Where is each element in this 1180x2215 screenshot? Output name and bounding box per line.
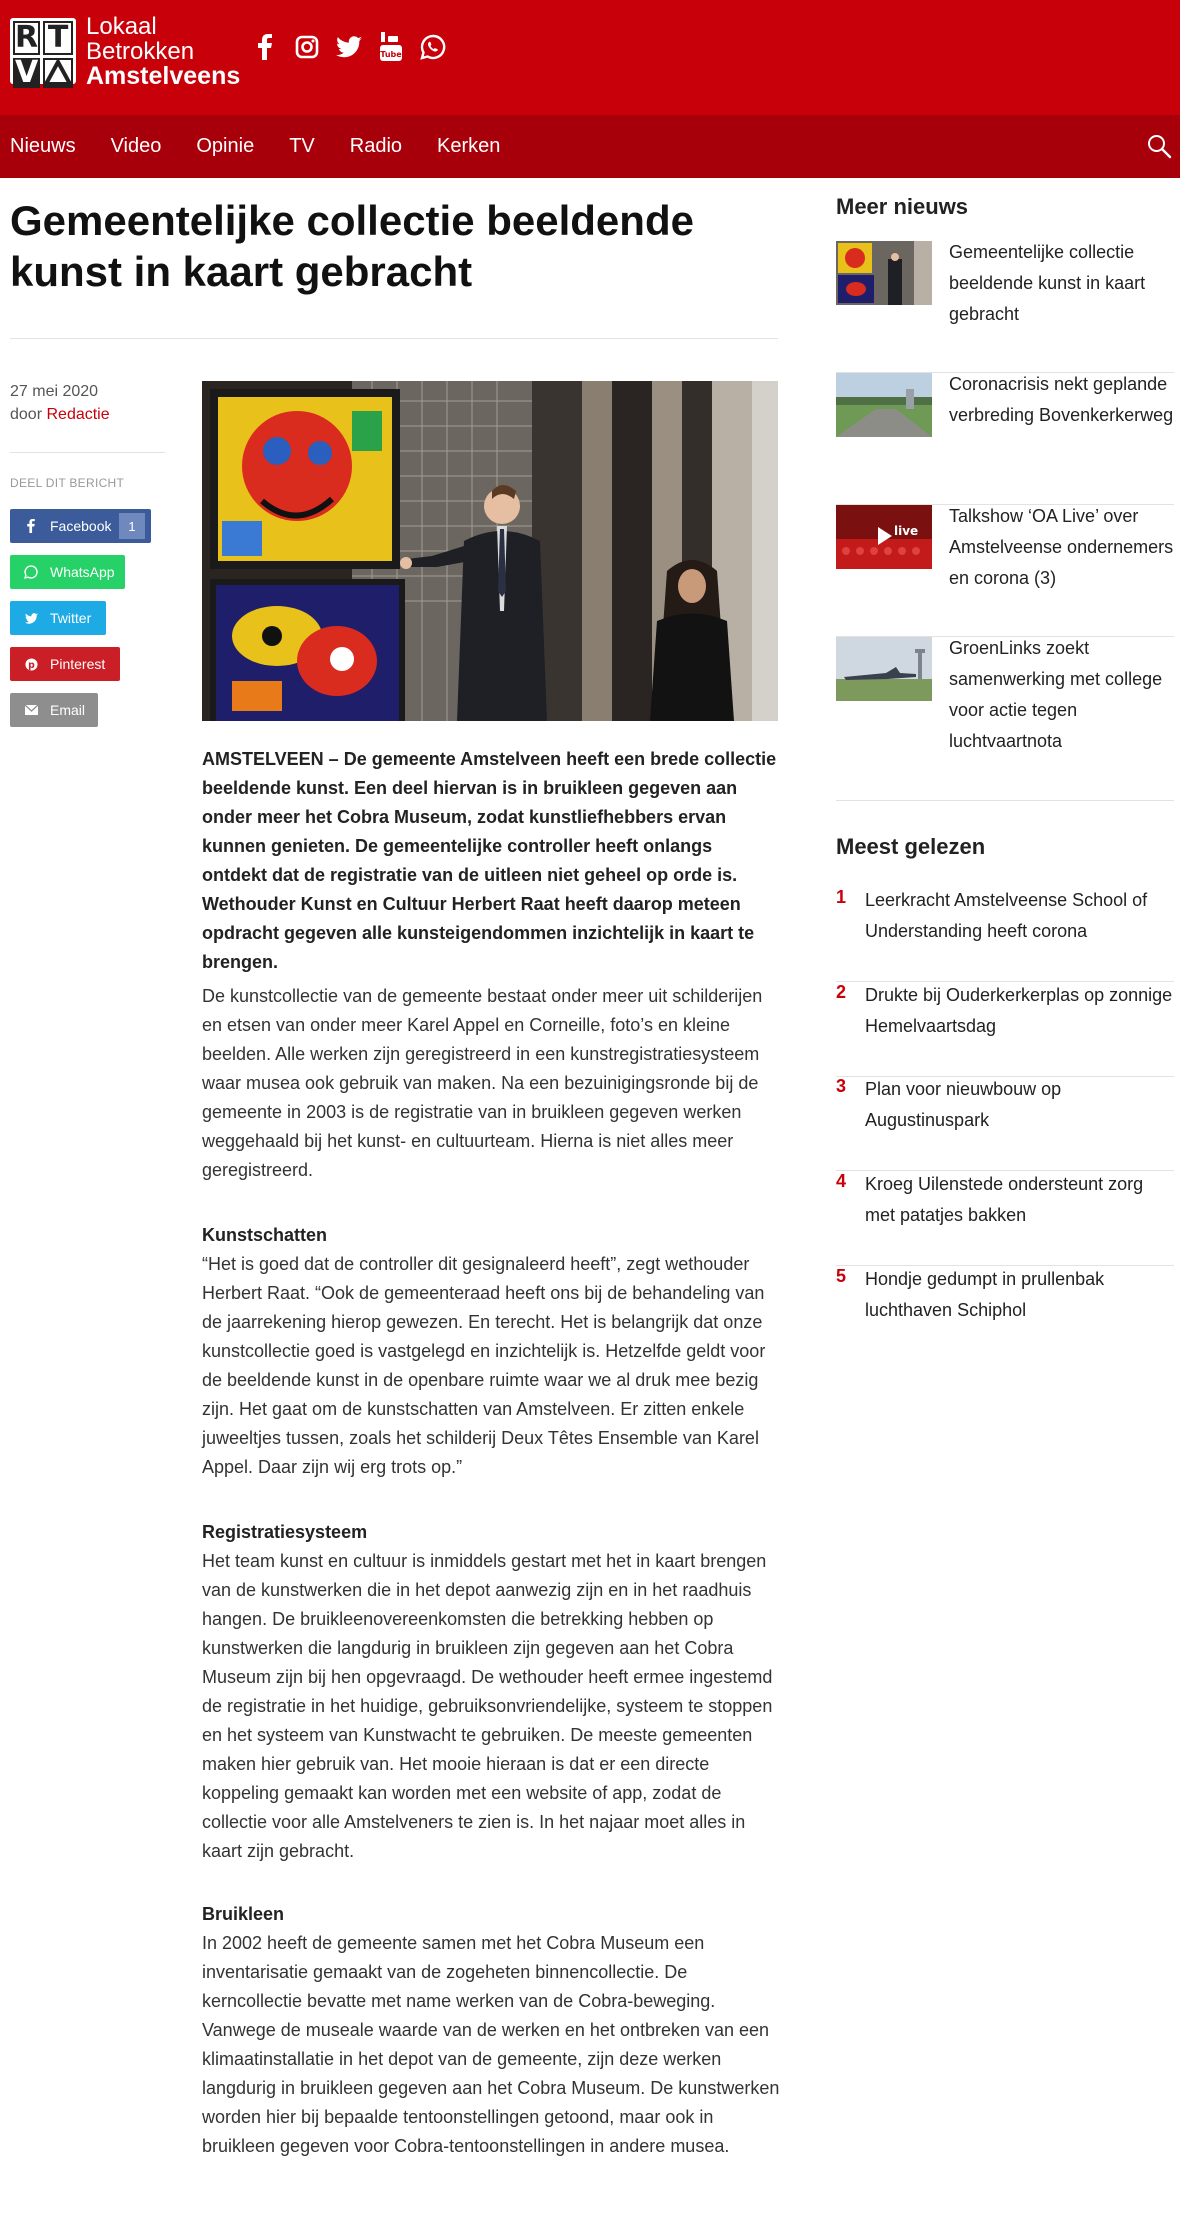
divider — [836, 800, 1174, 801]
tagline-line-3: Amstelveens — [86, 61, 241, 90]
live-badge: live — [894, 524, 919, 538]
pinterest-icon — [24, 657, 38, 671]
logo-letter-v: V — [14, 55, 39, 90]
facebook-share-count: 1 — [119, 513, 145, 539]
instagram-icon[interactable] — [294, 32, 320, 62]
svg-text:Tube: Tube — [380, 50, 402, 59]
more-news-item[interactable] — [836, 637, 1174, 769]
article-section-kunstschatten — [202, 1221, 780, 1482]
facebook-share-button[interactable] — [10, 509, 151, 543]
byline-prefix: door — [10, 406, 43, 423]
share-label: DEEL DIT BERICHT — [10, 476, 125, 490]
most-read-title-link[interactable]: Leerkracht Amstelveense School of Understanding heeft corona — [865, 890, 1148, 941]
logo-letter-r: R — [15, 20, 39, 55]
logo-letter-a — [43, 58, 73, 88]
most-read-item[interactable] — [836, 1076, 1174, 1171]
more-news-item[interactable] — [836, 241, 1174, 373]
meta-divider — [10, 452, 165, 453]
news-title[interactable]: Talkshow ‘OA Live’ over Amstelveense ondernemers en corona (3) — [949, 506, 1174, 588]
most-read-item[interactable] — [836, 982, 1174, 1077]
more-news-item[interactable] — [836, 505, 1174, 637]
article-byline — [10, 406, 110, 424]
news-title[interactable]: Gemeentelijke collectie beeldende kunst in kaart gebracht — [949, 242, 1146, 324]
facebook-icon — [24, 519, 38, 533]
author-link[interactable]: Redactie — [46, 406, 110, 423]
article-paragraph: De kunstcollectie van de gemeente bestaat onder meer uit schilderijen en etsen van onder meer Karel Appel en Corneille, foto’s en kleine beelden. Alle werken zijn geregistreerd in een kunstregistratiesysteem waar musea ook gebruik van maken. Na een bezuinigingsronde bij de gemeente in 2003 is de registratie van in bruikleen gegeven werken weggehaald bij het kunst- en cultuurteam. Hierna is niet alles meer geregistreerd. — [202, 986, 763, 1180]
title-divider — [10, 338, 778, 339]
section-heading: Kunstschatten — [202, 1225, 328, 1245]
social-links — [252, 32, 446, 62]
news-thumbnail[interactable] — [836, 241, 932, 305]
nav-item-tv[interactable]: TV — [289, 135, 315, 157]
facebook-share-label: Facebook — [50, 518, 112, 534]
rank-number: 5 — [836, 1266, 847, 1286]
most-read-item[interactable] — [836, 1171, 1174, 1266]
main-nav — [0, 115, 1180, 178]
tagline-line-1: Lokaal — [86, 12, 157, 40]
whatsapp-share-label: WhatsApp — [50, 564, 115, 580]
section-heading: Registratiesysteem — [202, 1522, 368, 1542]
logo-letter-t: T — [43, 21, 73, 55]
article-lead: AMSTELVEEN – De gemeente Amstelveen heeft een brede collectie beeldende kunst. Een deel hiervan is in bruikleen gegeven aan onder meer het Cobra Museum, zodat kunstliefhebbers ervan kunnen genieten. De gemeentelijke controller heeft onlangs ontdekt dat de registratie van de uitleen niet geheel op orde is. Wethouder Kunst en Cultuur Herbert Raat heeft daarop meteen opdracht gegeven alle kunsteigendommen inzichtelijk in kaart te brengen. — [202, 749, 777, 972]
most-read-title-link[interactable]: Drukte bij Ouderkerkerplas op zonnige Hemelvaartsdag — [865, 985, 1173, 1036]
svg-text:p: p — [27, 659, 35, 671]
email-share-label: Email — [50, 702, 86, 718]
pinterest-share-label: Pinterest — [50, 656, 106, 672]
logo-mark — [10, 18, 76, 90]
site-logo[interactable] — [10, 12, 241, 90]
article-image — [202, 381, 778, 721]
twitter-share-button[interactable] — [10, 601, 106, 635]
article-section-bruikleen — [202, 1900, 780, 2161]
article-section-registratiesysteem — [202, 1518, 780, 1866]
most-read-title: Meest gelezen — [836, 834, 986, 859]
youtube-icon[interactable] — [378, 32, 404, 62]
tagline-line-2: Betrokken — [86, 37, 195, 65]
envelope-icon — [24, 703, 38, 717]
most-read-title-link[interactable]: Kroeg Uilenstede ondersteunt zorg met patatjes bakken — [865, 1174, 1144, 1225]
rank-number: 2 — [836, 982, 847, 1002]
rank-number: 1 — [836, 887, 847, 907]
twitter-icon — [24, 611, 38, 625]
whatsapp-icon[interactable] — [420, 32, 446, 62]
most-read-item[interactable] — [836, 887, 1174, 982]
nav-item-video[interactable]: Video — [110, 135, 162, 157]
news-thumbnail[interactable] — [836, 373, 932, 437]
search-icon[interactable] — [1146, 133, 1172, 159]
more-news-title: Meer nieuws — [836, 194, 969, 219]
nav-item-kerken[interactable]: Kerken — [437, 135, 501, 157]
logo-tagline — [86, 14, 240, 89]
pinterest-share-button[interactable] — [10, 647, 120, 681]
nav-items — [10, 115, 535, 178]
rank-number: 3 — [836, 1076, 847, 1096]
section-text: Het team kunst en cultuur is inmiddels gestart met het in kaart brengen van de kunstwerken die in het depot aanwezig zijn en in het raadhuis hangen. De bruikleenovereenkomsten die betrekking hebben op kunstwerken die langdurig in bruikleen zijn gegeven aan het Cobra Museum zijn bij hen opgevraagd. De wethouder heeft ermee ingestemd de registratie in het huidige, gebruiksonvriendelijke, systeem te stoppen en het systeem van Kunstwacht te gebruiken. De meeste gemeenten maken hier gebruik van. Het mooie hieraan is dat er een directe koppeling gemaakt kan worden met een website of app, zodat de collectie voor alle Amstelveners te zien is. In het najaar moet alles in kaart zijn gebracht. — [202, 1551, 773, 1861]
article-title: Gemeentelijke collectie beeldende kunst in kaart gebracht — [10, 197, 694, 295]
email-share-button[interactable] — [10, 693, 98, 727]
rank-number: 4 — [836, 1171, 847, 1191]
section-text: In 2002 heeft de gemeente samen met het Cobra Museum een inventarisatie gemaakt van de zogeheten binnencollectie. De kerncollectie bevatte met name werken van de Cobra-beweging. Vanwege de museale waarde van de werken en het ontbreken van een klimaatinstallatie in het depot van de gemeente, zijn deze werken langdurig in bruikleen gegeven aan het Cobra Museum. De kunstwerken worden hier bij bepaalde tentoonstellingen getoond, maar ook in bruikleen gegeven voor Cobra-tentoonstellingen in andere musea. — [202, 1933, 780, 2156]
whatsapp-icon — [24, 565, 38, 579]
site-header — [0, 0, 1180, 115]
news-title[interactable]: Coronacrisis nekt geplande verbreding Bovenkerkerweg — [949, 374, 1174, 425]
section-heading: Bruikleen — [202, 1904, 285, 1924]
most-read-title-link[interactable]: Plan voor nieuwbouw op Augustinuspark — [865, 1079, 1062, 1130]
news-thumbnail[interactable] — [836, 637, 932, 701]
most-read-item[interactable] — [836, 1266, 1174, 1361]
news-thumbnail[interactable] — [836, 505, 932, 569]
nav-item-nieuws[interactable]: Nieuws — [10, 135, 76, 157]
more-news-item[interactable] — [836, 373, 1174, 505]
most-read-title-link[interactable]: Hondje gedumpt in prullenbak luchthaven Schiphol — [865, 1269, 1105, 1320]
facebook-icon[interactable] — [252, 32, 278, 62]
nav-item-opinie[interactable]: Opinie — [196, 135, 255, 157]
twitter-share-label: Twitter — [50, 610, 92, 626]
twitter-icon[interactable] — [336, 32, 362, 62]
nav-item-radio[interactable]: Radio — [349, 135, 403, 157]
whatsapp-share-button[interactable] — [10, 555, 125, 589]
news-title[interactable]: GroenLinks zoekt samenwerking met college voor actie tegen luchtvaartnota — [949, 638, 1163, 751]
section-text: “Het is goed dat de controller dit gesignaleerd heeft”, zegt wethouder Herbert Raat. “Ook de gemeenteraad heeft ons bij de behandeling van de jaarrekening hierop gewezen. En terecht. Het is belangrijk dat onze kunstcollectie goed is vastgelegd en inzichtelijk is. Hetzelfde geldt voor de beeldende kunst in de openbare ruimte waar we al druk mee bezig zijn. Het gaat om de kunstschatten van Amstelveen. Er zitten enkele juweeltjes tussen, zoals het schilderij Deux Têtes Ensemble van Karel Appel. Daar zijn wij erg trots op.” — [202, 1254, 766, 1477]
article-date: 27 mei 2020 — [10, 383, 99, 400]
